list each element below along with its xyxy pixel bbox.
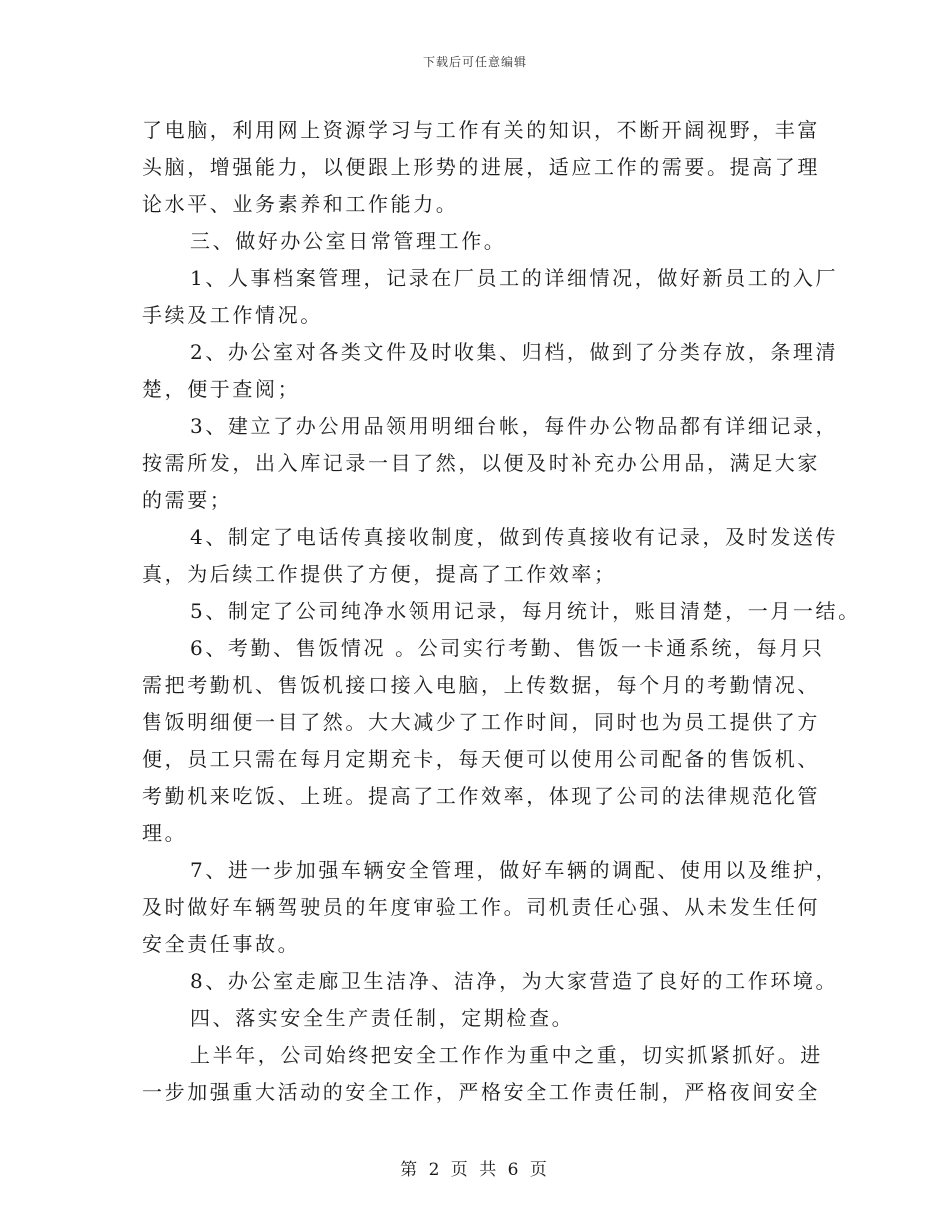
text-line: 手续及工作情况。 [142,303,323,327]
text-line: 5、制定了公司纯净水领用记录，每月统计，账目清楚，一月一结。 [190,599,861,623]
text-line: 四、落实安全生产责任制，定期检查。 [190,1006,575,1030]
page-header: 下载后可任意编辑 [422,55,527,69]
text-line: 需把考勤机、售饭机接口接入电脑，上传数据，每个月的考勤情况、 [142,673,820,697]
page-footer: 第 2 页 共 6 页 [400,1160,550,1180]
text-line: 的需要； [142,488,233,512]
text-line: 安全责任事故。 [142,932,301,956]
text-line: 头脑，增强能力，以便跟上形势的进展，适应工作的需要。提高了理 [142,155,820,179]
text-line: 售饭明细便一目了然。大大减少了工作时间，同时也为员工提供了方 [142,710,820,734]
text-line: 便，员工只需在每月定期充卡，每天便可以使用公司配备的售饭机、 [142,747,820,771]
text-line: 了电脑，利用网上资源学习与工作有关的知识，不断开阔视野，丰富 [142,118,820,142]
text-line: 4、制定了电话传真接收制度，做到传真接收有记录，及时发送传 [190,525,839,549]
text-line: 上半年，公司始终把安全工作作为重中之重，切实抓紧抓好。进 [190,1043,823,1067]
text-line: 考勤机来吃饭、上班。提高了工作效率，体现了公司的法律规范化管 [142,784,820,808]
text-line: 三、做好办公室日常管理工作。 [190,229,507,253]
text-line: 3、建立了办公用品领用明细台帐，每件办公物品都有详细记录， [190,414,839,438]
text-line: 楚，便于查阅； [142,377,301,401]
text-line: 1、人事档案管理，记录在厂员工的详细情况，做好新员工的入厂 [190,266,839,290]
text-line: 及时做好车辆驾驶员的年度审验工作。司机责任心强、从未发生任何 [142,895,820,919]
text-line: 论水平、业务素养和工作能力。 [142,192,459,216]
text-line: 2、办公室对各类文件及时收集、归档，做到了分类存放，条理清 [190,340,839,364]
text-line: 7、进一步加强车辆安全管理，做好车辆的调配、使用以及维护， [190,858,839,882]
text-line: 6、考勤、售饭情况 。公司实行考勤、售饭一卡通系统，每月只 [190,636,825,660]
document-body [142,112,861,1111]
text-line: 真，为后续工作提供了方便，提高了工作效率； [142,562,617,586]
text-line: 8、办公室走廊卫生洁净、洁净，为大家营造了良好的工作环境。 [190,969,839,993]
text-line: 按需所发，出入库记录一目了然，以便及时补充办公用品，满足大家 [142,451,820,475]
text-line: 一步加强重大活动的安全工作，严格安全工作责任制，严格夜间安全 [142,1080,820,1104]
text-line: 理。 [142,821,188,845]
